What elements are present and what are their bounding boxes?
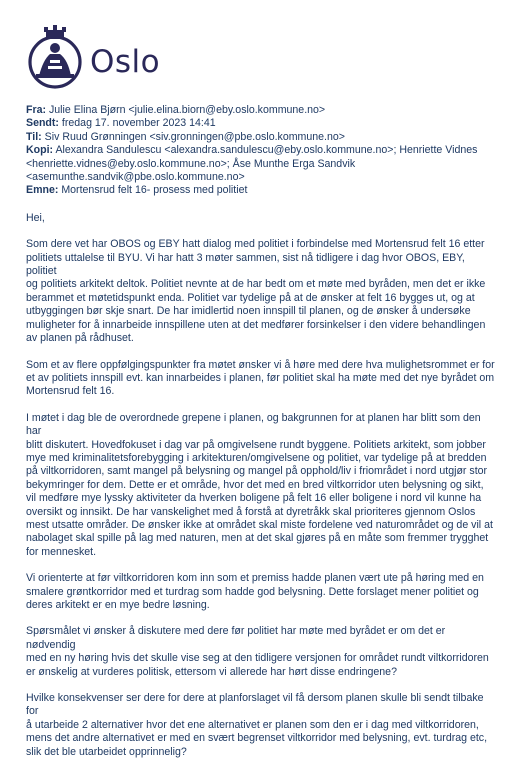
email-document (26, 104, 496, 772)
paragraph-5: Spørsmålet vi ønsker å diskutere med dere før politiet har møte med byrådet er om det er nødvendig med en ny høring hvis det skulle vise seg at den tidligere versjonen for området rundt viltkorridoren er ønskelig at vurderes politisk, ettersom vi allerede har hørt disse endringene? (26, 625, 489, 678)
paragraph-6: Hvilke konsekvenser ser dere for dere at planforslaget vil få dersom planen skulle bli sendt tilbake for å utarbeide 2 alternativer hvor det ene alternativet er planen som den er i dag med viltkorridoren, mens det andre alternativet er med en svært begrenset viltkorridor med belysning, evt. turdrag etc, slik det ble utarbeidet opprinnelig? (26, 692, 488, 758)
paragraph-1: Som dere vet har OBOS og EBY hatt dialog med politiet i forbindelse med Mortensrud felt 16 etter politiets uttalelse til BYU. Vi har hatt 3 møter sammen, sist nå tidligere i dag hvor OBOS, EBY, politiet og politiets arkitekt deltok. Politiet nevnte at de har bedt om et møte med byråden, men det er ikke berammet et møtetidspunkt enda. Politiet var tydelige på at de ønsker at felt 16 bygges ut, og at utbyggingen bør skje snart. De har imidlertid noen innspill til planen, og de ønsker å undersøke muligheter for å innarbeide innspillene uten at det medfører forsinkelser i den videre behandlingen av planen på rådhuset. (26, 238, 486, 345)
from-row: Fra: Julie Elina Bjørn <julie.elina.biorn@eby.oslo.kommune.no> (26, 104, 326, 116)
cc-row: Kopi: Alexandra Sandulescu <alexandra.sandulescu@eby.oslo.kommune.no>; Henriette Vidnes (26, 144, 478, 157)
logo-text: Oslo (90, 44, 161, 80)
cc-row-cont: <henriette.vidnes@eby.oslo.kommune.no>; Åse Munthe Erga Sandvik (26, 157, 356, 170)
to-row: Til: Siv Ruud Grønningen <siv.gronningen@pbe.oslo.kommune.no> (26, 130, 345, 143)
greeting: Hei, (26, 211, 45, 224)
email-header (26, 104, 496, 198)
paragraph-3: I møtet i dag ble de overordnede grepene i planen, og bakgrunnen for at planen har blitt som den har blitt diskutert. Hovedfokuset i dag var på omgivelsene rundt byggene. Politiets arkitekt, som jobber mye med kriminalitetsforebygging i arkitekturen/omgivelsene og politiet, var tydelige på at bredden på viltkorridoren, samt mangel på belysning og mangel på opphold/liv i friområdet i nord utgjør stor bekymringer for dem. Dette er et område, hvor det med en bred viltkorridor uten belysning og sikt, vil medføre mye lyssky aktiviteter da hverken boligene på felt 16 eller boligene i nord vil kunne ha oversikt og innsikt. De har vanskelighet med å forstå at dyretråkk skal prioriteres gjennom Oslos mest utsatte områder. De ønsker ikke at området skal miste fordelene ved naturområdet og de vil at nabolaget skal spille på lag med naturen, men at det skal gjøres på en måte som fremmer trygghet for mennesket. (26, 411, 493, 558)
email-body (26, 212, 496, 759)
oslo-logo (26, 24, 246, 96)
sent-row: Sendt: fredag 17. november 2023 14:41 (26, 117, 216, 130)
oslo-seal-icon (26, 24, 84, 92)
subject-row: Emne: Mortensrud felt 16- prosess med politiet (26, 184, 248, 197)
paragraph-2: Som et av flere oppfølgingspunkter fra møtet ønsker vi å høre med dere hva mulighetsrommet er for et av politiets innspill evt. kan innarbeides i planen, før politiet skal ha møte med det nye byrådet om Mortensrud felt 16. (26, 358, 495, 398)
cc-row-cont2: <asemunthe.sandvik@pbe.oslo.kommune.no> (26, 171, 245, 184)
paragraph-4: Vi orienterte at før viltkorridoren kom inn som et premiss hadde planen vært ute på høring med en smalere grøntkorridor med et turdrag som hadde god belysning. Dette forslaget mener politiet og deres arkitekt er en mye bedre løsning. (26, 572, 484, 611)
